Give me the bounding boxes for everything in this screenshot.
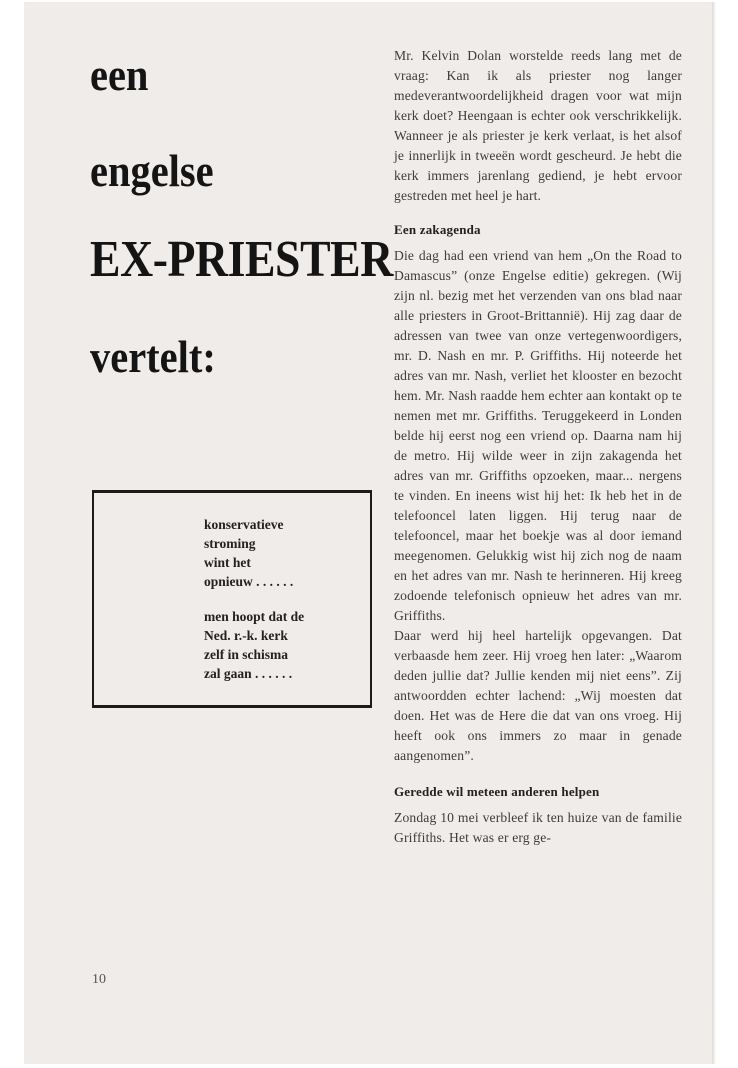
headline-line-1: een [90,49,149,100]
headline-line-3: EX-PRIESTER [90,231,393,288]
callout-paragraph-2: men hoopt dat de Ned. r.-k. kerk zelf in schisma zal gaan . . . . . . [204,609,305,681]
article-paragraph-2: Daar werd hij heel hartelijk opgevangen. Dat verbaasde hem zeer. Hij vroeg hen later: „Waarom deden jullie dat? Jullie kenden mij niet eens”. Zij antwoordden echter lachend: „Wij moesten dat doen. Het was de Here die dat van ons vroeg. Hij heeft ook ons immers zo maar in genade aangenomen”. [394,628,682,763]
headline-line-4: vertelt: [90,331,216,382]
article-intro: Mr. Kelvin Dolan worstelde reeds lang met de vraag: Kan ik als priester nog langer medeverantwoordelijkheid dragen voor wat mijn kerk doet? Heengaan is echter ook verschrikkelijk. Wanneer je als priester je kerk verlaat, is het alsof je innerlijk in tweeën wordt gescheurd. Je hebt die kerk immers jarenlang gediend, je hebt ervoor gestreden met heel je hart. [394,48,682,203]
article-paragraph-3: Zondag 10 mei verbleef ik ten huize van de familie Griffiths. Het was er erg ge- [394,810,682,845]
section-heading-geredde: Geredde wil meteen anderen helpen [394,784,600,799]
scan-edge [712,2,716,1064]
callout-paragraph-1: konservatieve stroming wint het opnieuw . . . . . . [204,517,294,589]
page-number: 10 [92,972,106,987]
headline-line-2: engelse [90,145,214,196]
section-heading-zakagenda: Een zakagenda [394,222,481,237]
article-column [394,46,682,848]
callout-box [92,490,372,708]
article-paragraph-1: Die dag had een vriend van hem „On the Road to Damascus” (onze Engelse editie) gekregen. (Wij zijn nl. bezig met het verzenden van ons blad naar alle priesters in Groot-Brittannië). Hij zag daar de adressen van twee van onze vertegenwoordigers, mr. D. Nash en mr. P. Griffiths. Hij noteerde het adres van mr. Nash, verliet het klooster en bezocht hem. Mr. Nash raadde hem echter aan kontakt op te nemen met mr. Griffiths. Teruggekeerd in Londen belde hij eerst nog een vriend op. Daarna nam hij de metro. Hij wilde weer in zijn zakagenda het adres van mr. Griffiths opzoeken, maar... nergens te vinden. En ineens wist hij het: Ik heb het in de telefooncel laten liggen. Hij terug naar de telefooncel, maar het boekje was al door iemand meegenomen. Gelukkig wist hij zich nog de naam en het adres van mr. Nash te herinneren. Hij kreeg zodoende telefonisch opnieuw het adres van mr. Griffiths. [394,248,682,623]
callout-text [204,515,364,683]
